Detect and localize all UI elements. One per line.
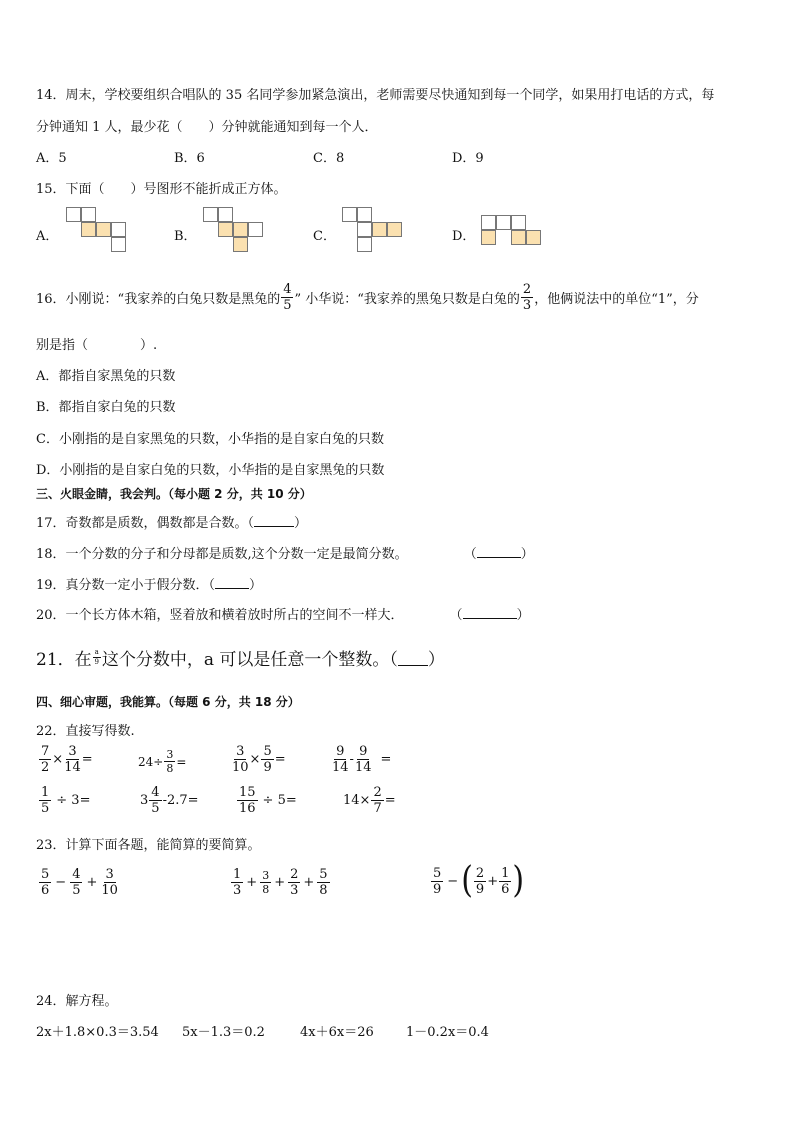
q16-option-a: A．都指自家黑兔的只数	[36, 369, 176, 384]
q20: 20．一个长方体木箱，竖着放和横着放时所占的空间不一样大． （ ）	[36, 608, 530, 623]
q22-expr-7: $\frac{15}{16}$ ÷ 5=	[239, 785, 297, 816]
q24-equation-1: 2x＋1.8×0.3＝3.54	[36, 1025, 159, 1040]
q24-stem: 24．解方程。	[36, 994, 118, 1009]
q16-option-c: C．小刚指的是自家黑兔的只数，小华指的是自家白兔的只数	[36, 432, 384, 447]
q15-label-b: B．	[174, 229, 197, 244]
q15-label-d: D．	[452, 229, 476, 244]
q20-answer-blank	[463, 606, 517, 619]
q14-option-c: C．8	[313, 151, 345, 166]
q15-label-c: C．	[313, 229, 336, 244]
q22-expr-5: $\frac{1}{5}$ ÷ 3=	[41, 785, 91, 816]
q16-part2: ” 小华说：“我家养的黑兔只数是白兔的	[294, 292, 520, 307]
q14-line1: 14．周末，学校要组织合唱队的 35 名同学参加紧急演出，老师需要尽快通知到每一个同学，如果用打电话的方式，每	[36, 88, 715, 103]
q22-expr-8: 14× $\frac{2}{7}$ =	[343, 785, 396, 816]
q21-answer-blank	[398, 649, 428, 666]
q23-expr-3: 5 9 − ( 2 9 + $\frac{1}{6}$ )	[433, 859, 525, 902]
q15-label-a: A．	[36, 229, 59, 244]
q22-expr-6: 3 4 5 -2.7=	[140, 785, 199, 816]
q14-option-a: A．5	[36, 151, 67, 166]
section4-title: 四、细心审题，我能算。（每题 6 分，共 18 分）	[36, 695, 300, 709]
q17: 17．奇数都是质数，偶数都是合数。（ ）	[36, 516, 308, 531]
q16-fraction-2: 2 3	[522, 282, 532, 313]
q22-stem: 22．直接写得数.	[36, 724, 135, 739]
q16-option-b: B．都指自家白兔的只数	[36, 400, 176, 415]
q14-option-d: D．9	[452, 151, 484, 166]
q19-answer-blank	[215, 576, 249, 589]
q22-expr-3: $\frac{3}{10}$ × $\frac{5}{9}$ =	[232, 744, 286, 775]
q14-option-b: B．6	[174, 151, 205, 166]
q18-answer-blank	[477, 545, 521, 558]
q23-stem: 23．计算下面各题，能简算的要简算。	[36, 838, 261, 853]
q18: 18．一个分数的分子和分母都是质数,这个分数一定是最简分数。 （ ）	[36, 547, 534, 562]
q21-fraction: a 9	[94, 648, 99, 666]
q24-equation-3: 4x＋6x＝26	[300, 1025, 374, 1040]
q16-line2: 别是指（ ）.	[36, 338, 158, 353]
q16-part1: 16．小刚说：“我家养的白兔只数是黑兔的	[36, 292, 281, 307]
q24-equation-4: 1－0.2x＝0.4	[406, 1025, 489, 1040]
q16-part3: ，他俩说法中的单位“1”，分	[534, 292, 699, 307]
q15-stem: 15．下面（ ）号图形不能折成正方体。	[36, 182, 287, 197]
q16-option-d: D．小刚指的是自家白兔的只数，小华指的是自家黑兔的只数	[36, 463, 385, 478]
q23-expr-1: 5 6 − $\frac{4}{5}$ + $\frac{3}{10}$	[41, 867, 118, 898]
q19: 19．真分数一定小于假分数．（ ）	[36, 578, 263, 593]
q22-expr-1: $\frac{7}{2}$ × $\frac{3}{14}$ =	[41, 744, 93, 775]
q21: 21．在 a 9 这个分数中，a 可以是任意一个整数。（ ）	[36, 648, 445, 670]
q23-expr-2: 1 3 + $\frac{3}{8}$ + $\frac{2}{3}$ + $\frac{5}{8}$	[233, 867, 328, 898]
q24-equation-2: 5x－1.3＝0.2	[182, 1025, 265, 1040]
q17-answer-blank	[254, 514, 294, 527]
q22-expr-4: 9 14 - $\frac{9}{14}$ =	[332, 744, 392, 775]
q14-line2: 分钟通知 1 人，最少花（ ）分钟就能通知到每一个人．	[36, 120, 378, 135]
q16-line1	[36, 283, 699, 312]
section3-title: 三、火眼金睛，我会判。（每小题 2 分，共 10 分）	[36, 487, 312, 501]
q22-expr-2: 24÷ $\frac{3}{8}$ =	[138, 748, 187, 775]
q16-fraction-1: 4 5	[283, 282, 292, 313]
